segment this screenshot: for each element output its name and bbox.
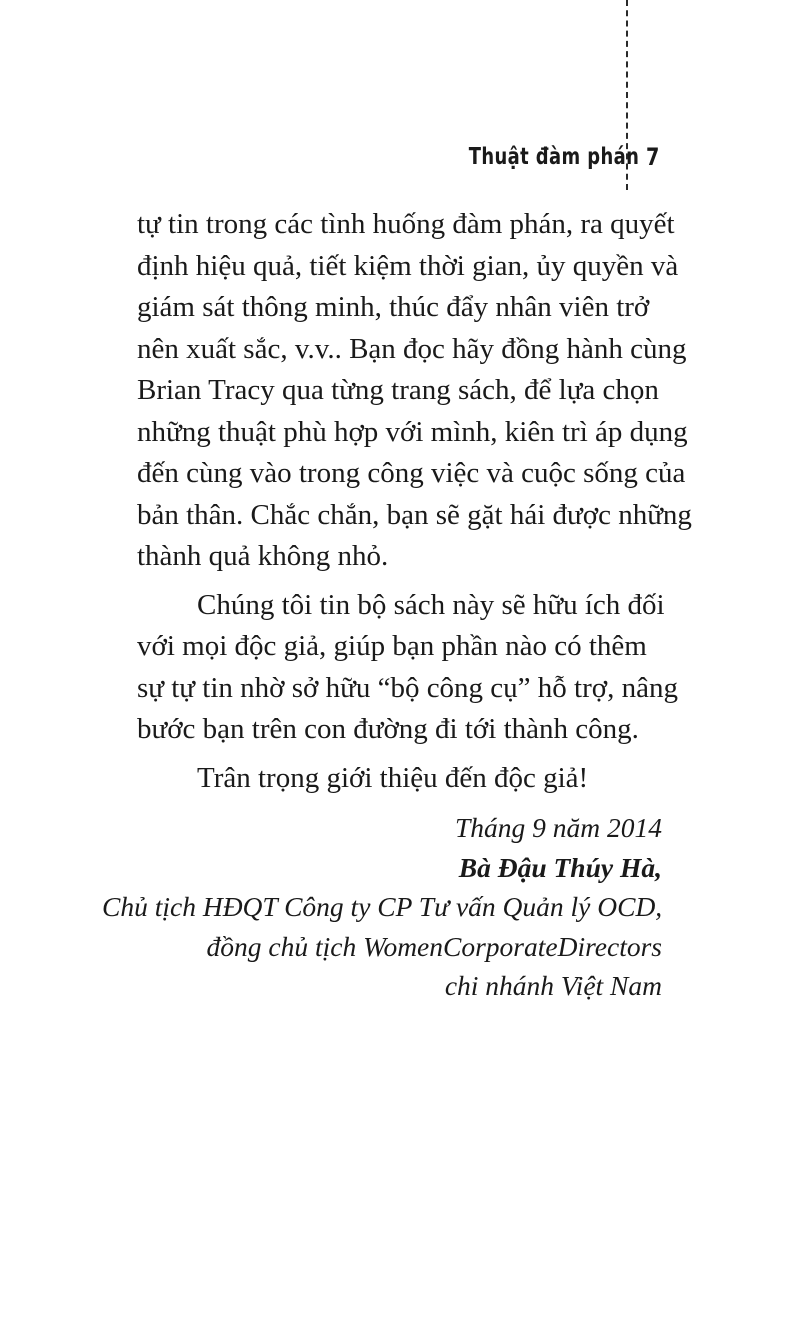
signature-title-line: chi nhánh Việt Nam [444, 970, 662, 1001]
text-line: giám sát thông minh, thúc đẩy nhân viên trở [137, 291, 650, 323]
text-line: sự tự tin nhờ sở hữu “bộ công cụ” hỗ trợ, nâng [137, 671, 678, 704]
signature-date: Tháng 9 năm 2014 [454, 812, 662, 843]
signature-name: Bà Đậu Thúy Hà, [458, 851, 662, 883]
text-line: những thuật phù hợp với mình, kiên trì áp dụng [137, 415, 688, 448]
text-line: bản thân. Chắc chắn, bạn sẽ gặt hái được những [137, 498, 692, 531]
text-line: định hiệu quả, tiết kiệm thời gian, ủy quyền và [137, 249, 679, 282]
signature-title-line: Chủ tịch HĐQT Công ty CP Tư vấn Quản lý OCD, [102, 891, 663, 922]
paragraph-2 [137, 585, 677, 751]
text-line: Trân trọng giới thiệu đến độc giả! [197, 761, 589, 794]
paragraph-1 [137, 204, 692, 578]
signature-block [102, 808, 662, 1006]
text-line: với mọi độc giả, giúp bạn phần nào có thêm [137, 630, 647, 662]
running-title: Thuật đàm phán [468, 144, 640, 170]
text-line: thành quả không nhỏ. [137, 540, 389, 572]
body-text [137, 204, 692, 799]
text-line: Chúng tôi tin bộ sách này sẽ hữu ích đối [197, 588, 665, 621]
text-line: Brian Tracy qua từng trang sách, để lựa chọn [137, 374, 659, 406]
page-number: 7 [646, 143, 660, 171]
text-line: đến cùng vào trong công việc và cuộc sống của [137, 457, 686, 489]
paragraph-3 [137, 758, 677, 800]
text-line: tự tin trong các tình huống đàm phán, ra quyết [137, 208, 675, 240]
signature-title-line: đồng chủ tịch WomenCorporateDirectors [206, 930, 662, 962]
text-line: nên xuất sắc, v.v.. Bạn đọc hãy đồng hành cùng [137, 332, 687, 365]
text-line: bước bạn trên con đường đi tới thành công. [137, 713, 639, 745]
